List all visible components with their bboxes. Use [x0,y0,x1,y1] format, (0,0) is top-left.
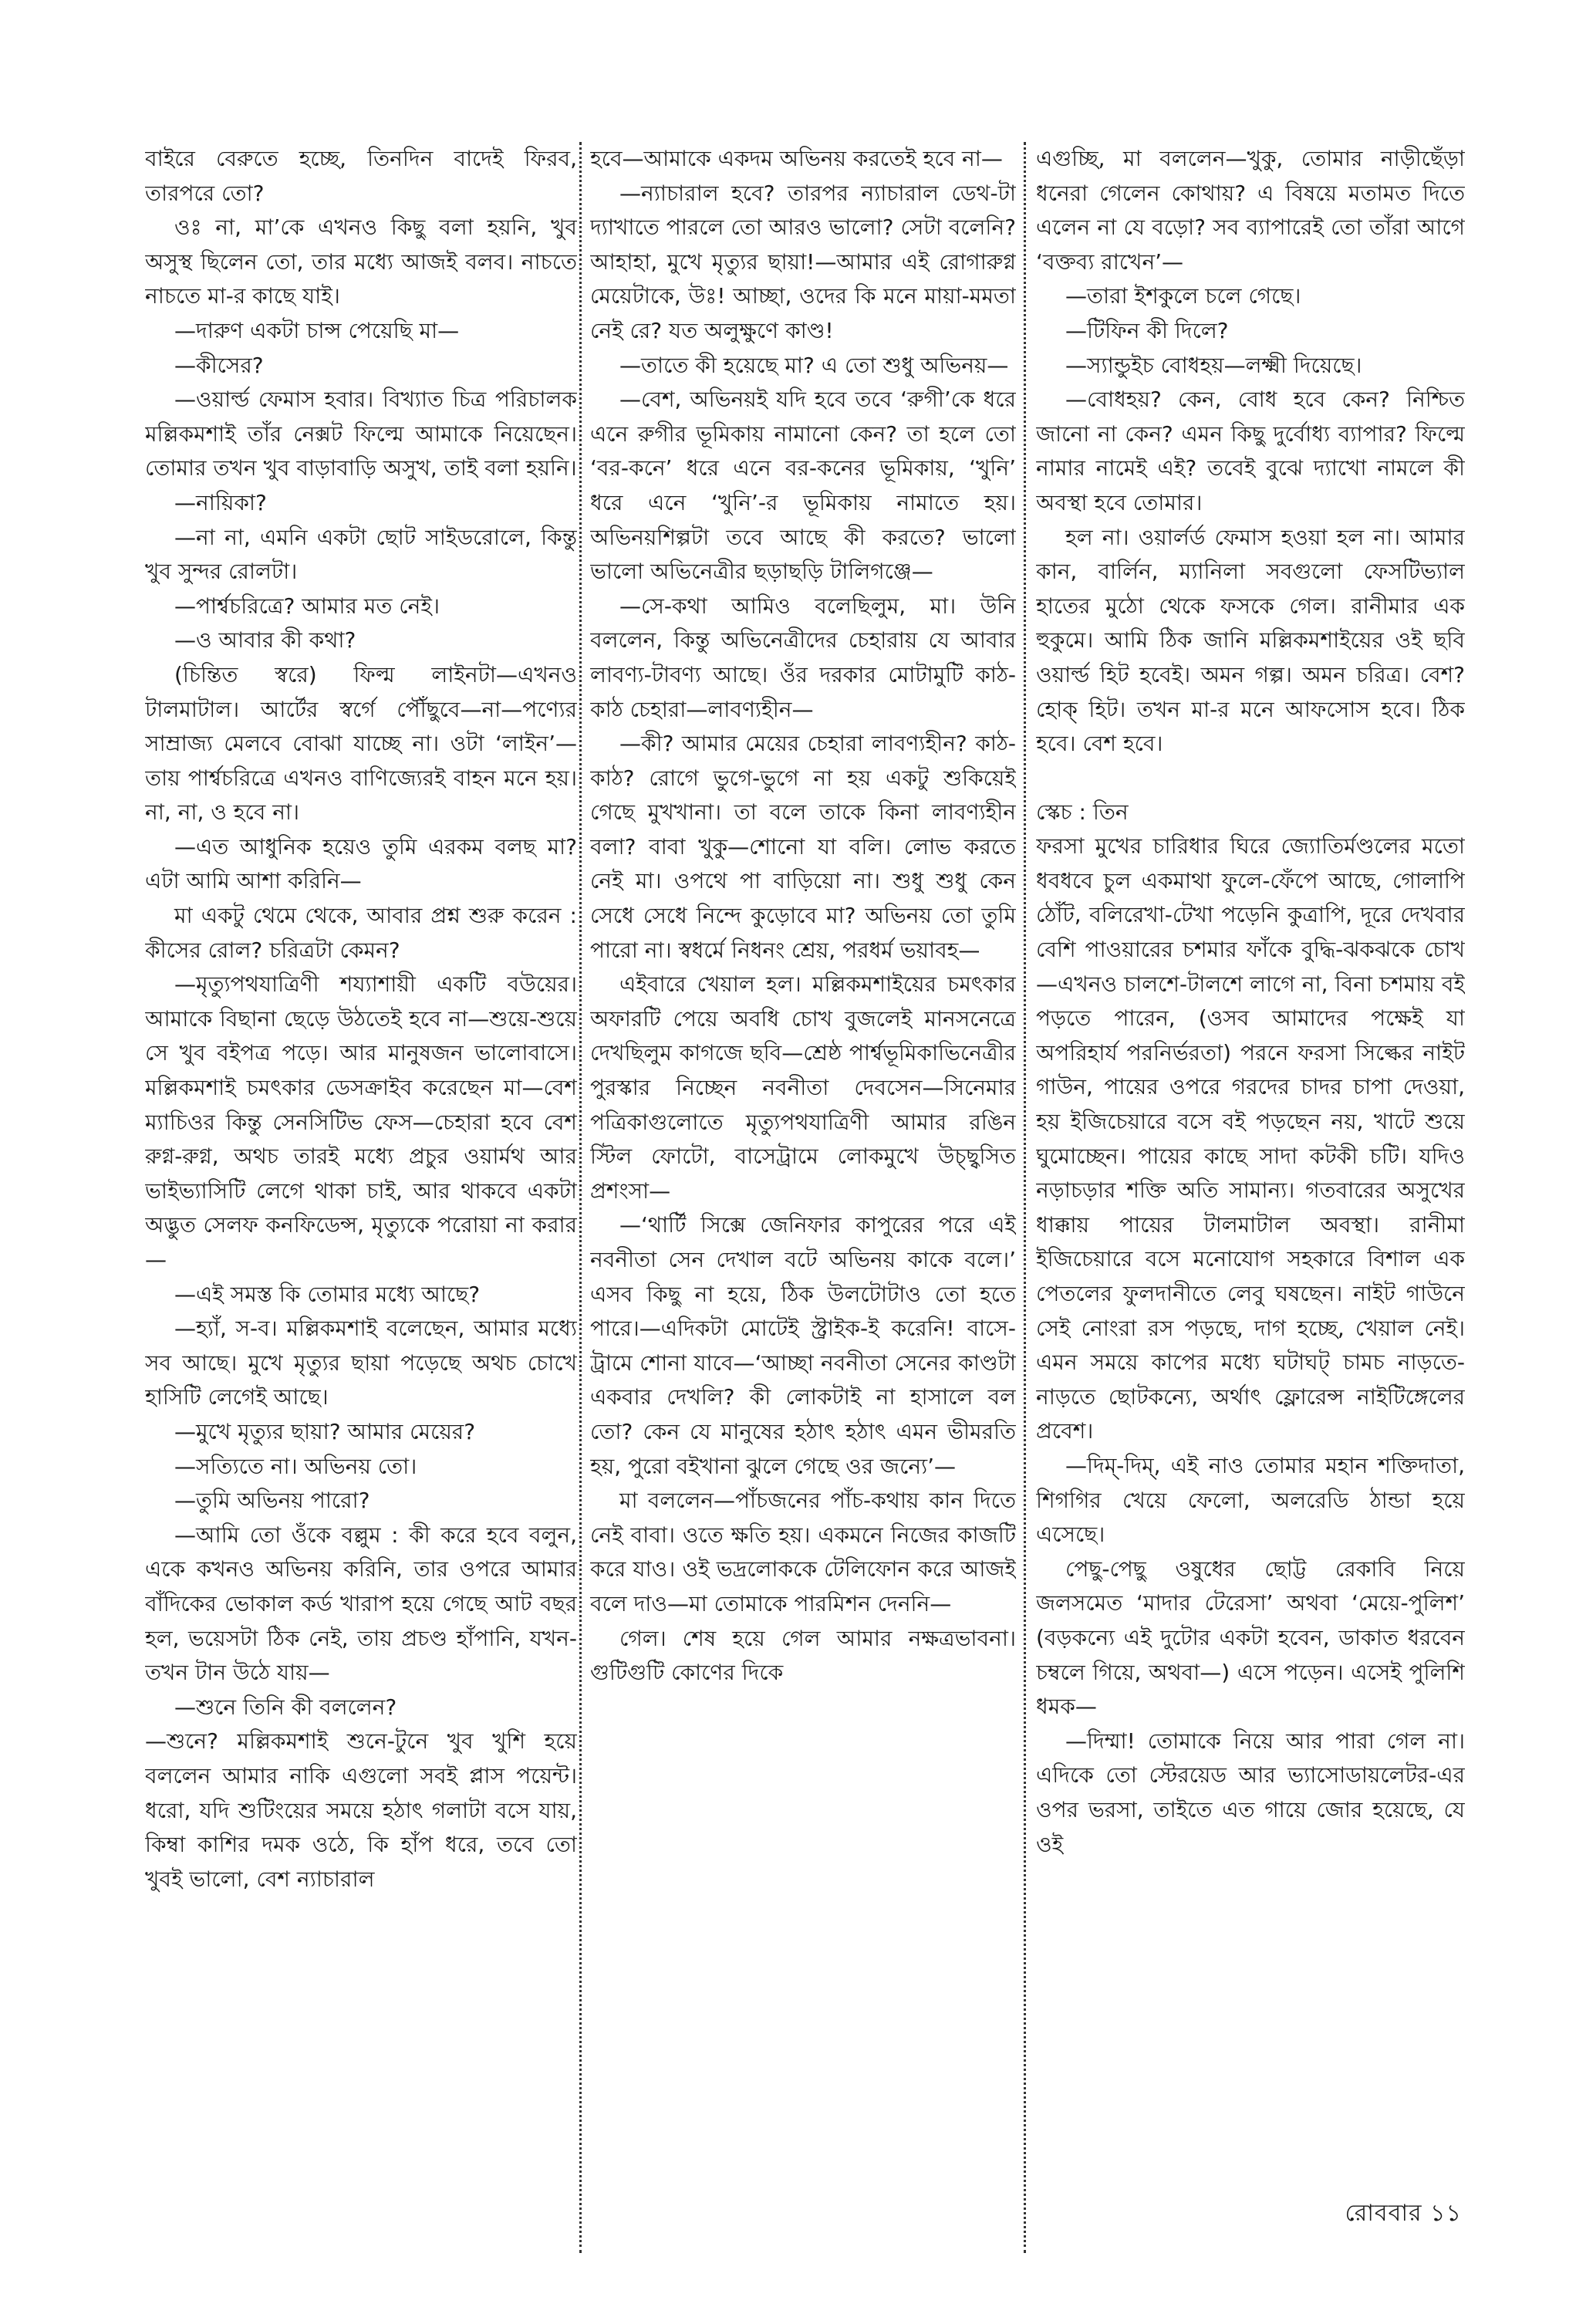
paragraph: —মুখে মৃত্যুর ছায়া? আমার মেয়ের? [174,1418,476,1444]
paragraph: —কী? আমার মেয়ের চেহারা লাবণ্যহীন? কাঠ-কাঠ? রোগে ভুগে-ভুগে না হয় একটু শুকিয়েই গেছে মুখখানা। তা বলে তাকে কিনা লাবণ্যহীন বলা? বাবা খুকু—শোনো যা বলি। লোভ করতে নেই মা। ওপথে পা বাড়িয়ো না। শুধু শুধু কেন সেধে সেধে নিন্দে কুড়োবে মা? অভিনয় তো তুমি পারো না। স্বধর্মে নিধনং শ্রেয়, পরধর্ম ভয়াবহ— [590,731,1016,963]
paragraph: —মৃত্যুপথযাত্রিণী শয্যাশায়ী একটি বউয়ের। আমাকে বিছানা ছেড়ে উঠতেই হবে না—শুয়ে-শুয়ে সে খুব বইপত্র পড়ে। আর মানুষজন ভালোবাসে। মল্লিকমশাই চমৎকার ডেসক্রাইব করেছেন মা—বেশ ম্যাচিওর কিন্তু সেনসিটিভ ফেস—চেহারা হবে বেশ রুগ্ন-রুগ্ন, অথচ তারই মধ্যে প্রচুর ওয়ার্মথ আর ভাইভ্যাসিটি লেগে থাকা চাই, আর থাকবে একটা অদ্ভুত সেলফ কনফিডেন্স, মৃত্যুকে পরোয়া না করার— [145,971,577,1272]
paragraph: —শুনে? মল্লিকমশাই শুনে-টুনে খুব খুশি হয়ে বললেন আমার নাকি এগুলো সবই প্লাস পয়েন্ট। ধরো, যদি শুটিংয়ের সময়ে হঠাৎ গলাটা বসে যায়, কিম্বা কাশির দমক ওঠে, কি হাঁপ ধরে, তবে তো খুবই ভালো, বেশ ন্যাচারাল [145,1728,577,1892]
paragraph: (চিন্তিত স্বরে) ফিল্ম লাইনটা—এখনও টালমাটাল। আর্টের স্বর্গে পৌঁছুবে—না—পণ্যের সাম্রাজ্য মেলবে বোঝা যাচ্ছে না। ওটা ‘লাইন’—তায় পার্শ্বচরিত্রে এখনও বাণিজ্যেরই বাহন মনে হয়। না, না, ও হবে না। [145,661,577,826]
column-divider-1 [579,142,582,2253]
paragraph: হবে—আমাকে একদম অভিনয় করতেই হবে না— [590,146,1003,171]
paragraph: —এত আধুনিক হয়েও তুমি এরকম বলছ মা? এটা আমি আশা করিনি— [145,833,577,894]
paragraph: —দিম্‌-দিম্‌, এই নাও তোমার মহান শক্তিদাতা, শিগগির খেয়ে ফেলো, অলরেডি ঠান্ডা হয়ে এসেছে। [1036,1452,1465,1548]
paragraph: —না না, এমনি একটা ছোট সাইডরোলে, কিন্তু খুব সুন্দর রোলটা। [145,524,577,585]
paragraph: —বোধহয়? কেন, বোধ হবে কেন? নিশ্চিত জানো না কেন? এমন কিছু দুর্বোধ্য ব্যাপার? ফিল্মে নামার নামেই এই? তবেই বুঝে দ্যাখো নামলে কী অবস্থা হবে তোমার। [1036,387,1465,515]
paragraph: —আমি তো ওঁকে বল্লুম : কী করে হবে বলুন, একে কখনও অভিনয় করিনি, তার ওপরে আমার বাঁদিকের ভোকাল কর্ড খারাপ হয়ে গেছে আট বছর হল, ভয়েসটা ঠিক নেই, তায় প্রচণ্ড হাঁপানি, যখন-তখন টান উঠে যায়— [145,1522,577,1686]
paragraph: —ন্যাচারাল হবে? তারপর ন্যাচারাল ডেথ-টা দ্যাখাতে পারলে তো আরও ভালো? সেটা বলেনি? আহাহা, মুখে মৃত্যুর ছায়া!—আমার এই রোগারুগ্ন মেয়েটাকে, উঃ! আচ্ছা, ওদের কি মনে মায়া-মমতা নেই রে? যত অলুক্ষুণে কাণ্ড! [590,180,1016,343]
paragraph: —স্যান্ডুইচ বোধহয়—লক্ষ্মী দিয়েছে। [1065,352,1362,378]
paragraph: —ওয়ার্ল্ড ফেমাস হবার। বিখ্যাত চিত্র পরিচালক মল্লিকমশাই তাঁর নেক্সট ফিল্মে আমাকে নিয়েছেন। তোমার তখন খুব বাড়াবাড়ি অসুখ, তাই বলা হয়নি। [145,387,577,481]
paragraph: এগুচ্ছি, মা বললেন—খুকু, তোমার নাড়ীছেঁড়া ধনেরা গেলেন কোথায়? এ বিষয়ে মতামত দিতে এলেন না যে বড়ো? সব ব্যাপারেই তো তাঁরা আগে ‘বক্তব্য রাখেন’— [1036,146,1465,275]
paragraph: —তাতে কী হয়েছে মা? এ তো শুধু অভিনয়— [619,352,1009,378]
paragraph: —বেশ, অভিনয়ই যদি হবে তবে ‘রুগী’কে ধরে এনে রুগীর ভূমিকায় নামানো কেন? তা হলে তো ‘বর-কনে’ ধরে এনে বর-কনের ভূমিকায়, ‘খুনি’ ধরে এনে ‘খুনি’-র ভূমিকায় নামাতে হয়। অভিনয়শিল্পটা তবে আছে কী করতে? ভালো ভালো অভিনেত্রীর ছড়াছড়ি টালিগঞ্জে— [590,387,1016,585]
paragraph: পেছু-পেছু ওষুধের ছোট্ট রেকাবি নিয়ে জলসমেত ‘মাদার টেরেসা’ অথবা ‘মেয়ে-পুলিশ’ (বড়কন্যে এই দুটোর একটা হবেন, ডাকাত ধরবেন চম্বলে গিয়ে, অথবা—) এসে পড়েন। এসেই পুলিশি ধমক— [1036,1556,1465,1720]
paragraph: মা বললেন—পাঁচজনের পাঁচ-কথায় কান দিতে নেই বাবা। ওতে ক্ষতি হয়। একমনে নিজের কাজটি করে যাও। ওই ভদ্রলোককে টেলিফোন করে আজই বলে দাও—মা তোমাকে পারমিশন দেননি— [590,1488,1016,1616]
paragraph: —হ্যাঁ, স-ব। মল্লিকমশাই বলেছেন, আমার মধ্যে সব আছে। মুখে মৃত্যুর ছায়া পড়েছে অথচ চোখে হাসিটি লেগেই আছে। [145,1316,577,1410]
paragraph: —পার্শ্বচরিত্রে? আমার মত নেই। [174,593,440,619]
paragraph: —‘থার্টি সিক্সে জেনিফার কাপুরের পরে এই নবনীতা সেন দেখাল বটে অভিনয় কাকে বলে।’ এসব কিছু না হয়ে, ঠিক উলটোটাও তো হতে পারে।—এদিকটা মোটেই স্ট্রাইক-ই করেনি! বাসে-ট্রামে শোনা যাবে—‘আচ্ছা নবনীতা সেনের কাণ্ডটা একবার দেখলি? কী লোকটাই না হাসালে বল তো? কেন যে মানুষের হঠাৎ হঠাৎ এমন ভীমরতি হয়, পুরো বইখানা ঝুলে গেছে ওর জন্যে’— [590,1212,1016,1479]
paragraph: —ও আবার কী কথা? [174,627,356,654]
paragraph: হল না। ওয়ার্লর্ড ফেমাস হওয়া হল না। আমার কান, বার্লিন, ম্যানিলা সবগুলো ফেসটিভ্যাল হাতের মুঠো থেকে ফসকে গেল। রানীমার এক হুকুমে। আমি ঠিক জানি মল্লিকমশাইয়ের ওই ছবি ওয়ার্ল্ড হিট হবেই। অমন গল্প। অমন চরিত্র। বেশ? হোক্‌ হিট। তখন মা-র মনে আফসোস হবে। ঠিক হবে। বেশ হবে। [1036,524,1465,757]
paragraph: গেল। শেষ হয়ে গেল আমার নক্ষত্রভাবনা। গুটিগুটি কোণের দিকে [590,1625,1016,1686]
paragraph: —এই সমস্ত কি তোমার মধ্যে আছে? [174,1281,481,1307]
paragraph: বাইরে বেরুতে হচ্ছে, তিনদিন বাদেই ফিরব, তারপরে তো? [145,146,577,206]
page-footer: রোববার ১১ [1345,2200,1462,2227]
text-column-1 [145,142,577,2287]
column-divider-2 [1024,142,1026,2253]
paragraph: —সে-কথা আমিও বলেছিলুম, মা। উনি বললেন, কিন্তু অভিনেত্রীদের চেহারায় যে আবার লাবণ্য-টাবণ্য আছে। ওঁর দরকার মোটামুটি কাঠ-কাঠ চেহারা—লাবণ্যহীন— [590,593,1016,722]
paragraph: মা একটু থেমে থেকে, আবার প্রশ্ন শুরু করেন : কীসের রোল? চরিত্রটা কেমন? [145,903,577,963]
section-heading: স্কেচ : তিন [1036,799,1129,825]
paragraph: —তুমি অভিনয় পারো? [174,1488,370,1514]
text-column-2 [590,142,1016,2287]
text-column-3 [1036,142,1465,2287]
paragraph: ওঃ না, মা’কে এখনও কিছু বলা হয়নি, খুব অসুস্থ ছিলেন তো, তার মধ্যে আজই বলব। নাচতে নাচতে মা-র কাছে যাই। [145,214,577,309]
paragraph: —শুনে তিনি কী বললেন? [174,1694,397,1720]
paragraph: —সত্যিতে না। অভিনয় তো। [174,1453,417,1479]
paragraph: —তারা ইশকুলে চলে গেছে। [1065,283,1301,309]
paragraph: —নায়িকা? [174,489,267,515]
paragraph: —দিম্মা! তোমাকে নিয়ে আর পারা গেল না। এদিকে তো স্টেরয়েড আর ভ্যাসোডায়লেটর-এর ওপর ভরসা, তাইতে এত গায়ে জোর হয়েছে, যে ওই [1036,1728,1465,1857]
paragraph: এইবারে খেয়াল হল। মল্লিকমশাইয়ের চমৎকার অফারটি পেয়ে অবধি চোখ বুজলেই মানসনেত্রে দেখছিলুম কাগজে ছবি—শ্রেষ্ঠ পার্শ্বভূমিকাভিনেত্রীর পুরস্কার নিচ্ছেন নবনীতা দেবসেন—সিনেমার পত্রিকাগুলোতে মৃত্যুপথযাত্রিণী আমার রঙিন স্টিল ফোটো, বাসেট্রামে লোকমুখে উচ্ছ্বসিত প্রশংসা— [590,971,1016,1204]
paragraph: —কীসের? [174,352,264,378]
paragraph: —দারুণ একটা চান্স পেয়েছি মা— [174,317,460,343]
paragraph: ফরসা মুখের চারিধার ঘিরে জ্যোতির্মণ্ডলের মতো ধবধবে চুল একমাথা ফুলে-ফেঁপে আছে, গোলাপি ঠোঁট, বলিরেখা-টেখা পড়েনি কুত্রাপি, দূরে দেখবার বেশি পাওয়ারের চশমার ফাঁকে বুদ্ধি-ঝকঝকে চোখ—এখনও চালশে-টালশে লাগে না, বিনা চশমায় বই পড়তে পারেন, (ওসব আমাদের পক্ষেই যা অপরিহার্য পরনির্ভরতা) পরনে ফরসা সিল্কের নাইট গাউন, পায়ের ওপরে গরদের চাদর চাপা দেওয়া, হয় ইজিচেয়ারে বসে বই পড়ছেন নয়, খাটে শুয়ে ঘুমোচ্ছেন। পায়ের কাছে সাদা কটকী চটি। যদিও নড়াচড়ার শক্তি অতি সামান্য। গতবারের অসুখের ধাক্কায় পায়ের টালমাটাল অবস্থা। রানীমা ইজিচেয়ারে বসে মনোযোগ সহকারে বিশাল এক পেতলের ফুলদানীতে লেবু ঘষছেন। নাইট গাউনে সেই নোংরা রস পড়ছে, দাগ হচ্ছে, খেয়াল নেই। এমন সময়ে কাপের মধ্যে ঘটাঘট্‌ চামচ নাড়তে-নাড়তে ছোটকন্যে, অর্থাৎ ফ্লোরেন্স নাইটিঙ্গেলের প্রবেশ। [1036,833,1465,1444]
paragraph: —টিফিন কী দিলে? [1065,317,1229,343]
